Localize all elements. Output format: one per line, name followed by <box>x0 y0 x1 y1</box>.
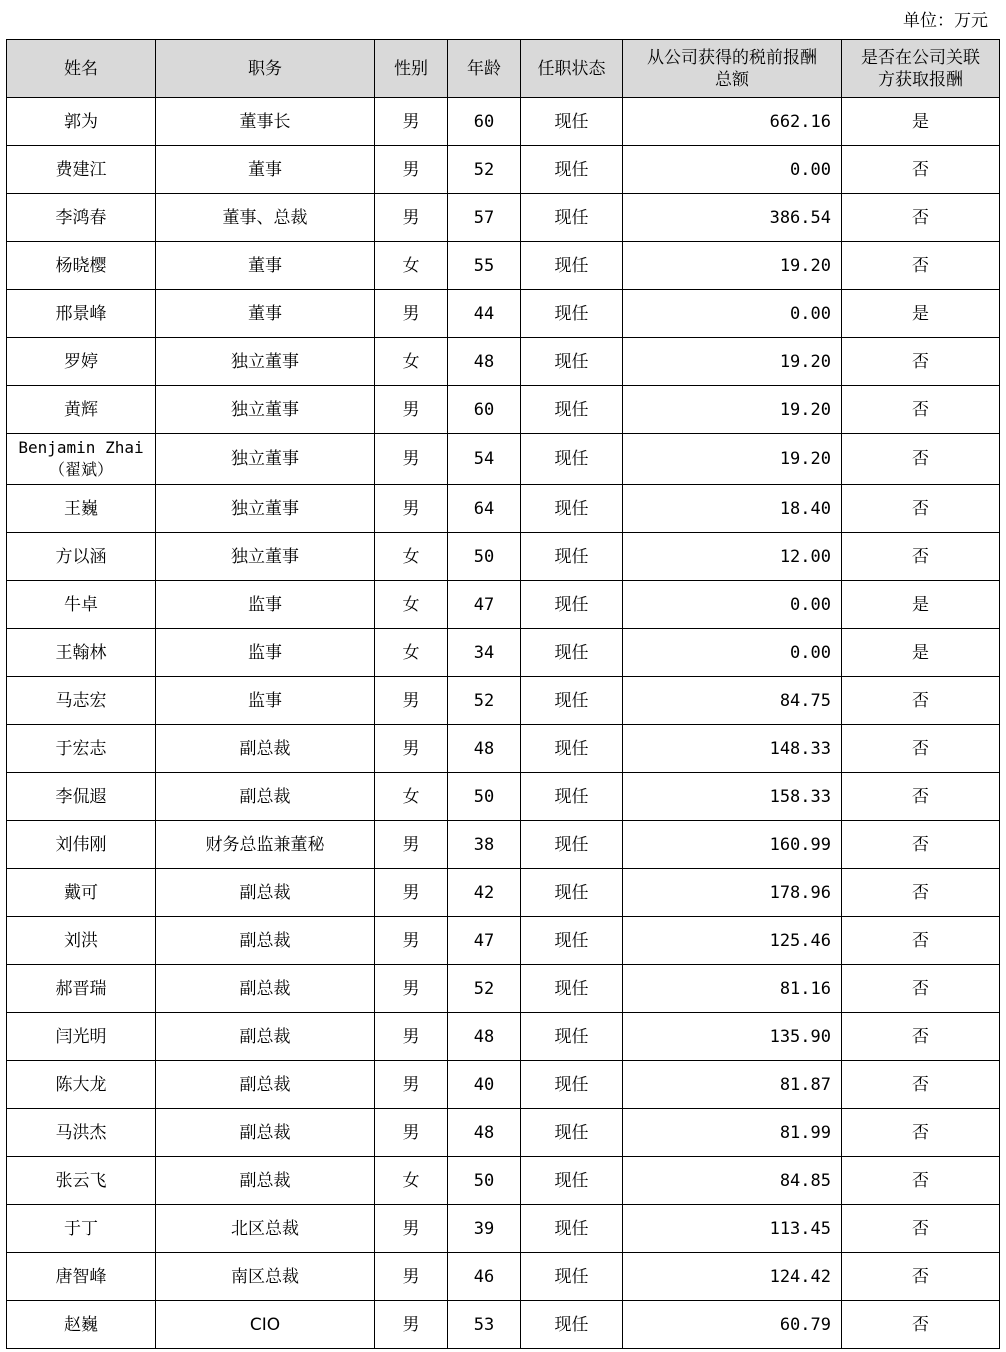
cell-status: 现任 <box>521 677 623 725</box>
cell-status: 现任 <box>521 485 623 533</box>
cell-age: 48 <box>448 1109 521 1157</box>
table-row <box>7 581 1000 629</box>
cell-age: 42 <box>448 869 521 917</box>
cell-related: 是 <box>842 629 1000 677</box>
cell-name: 郭为 <box>7 98 156 146</box>
cell-status: 现任 <box>521 1109 623 1157</box>
table-row <box>7 965 1000 1013</box>
cell-related: 否 <box>842 533 1000 581</box>
header-related-line1: 是否在公司关联 <box>861 47 980 68</box>
cell-pay: 113.45 <box>623 1205 842 1253</box>
cell-pay: 19.20 <box>623 386 842 434</box>
cell-age: 52 <box>448 677 521 725</box>
table-row <box>7 1013 1000 1061</box>
cell-gender: 男 <box>375 290 448 338</box>
cell-pay: 125.46 <box>623 917 842 965</box>
cell-pay: 0.00 <box>623 581 842 629</box>
header-pay <box>623 40 842 98</box>
cell-gender: 男 <box>375 725 448 773</box>
cell-position: 独立董事 <box>156 386 375 434</box>
table-body <box>7 98 1000 1349</box>
table-row <box>7 98 1000 146</box>
table-row <box>7 1205 1000 1253</box>
cell-related: 否 <box>842 1157 1000 1205</box>
cell-gender: 男 <box>375 965 448 1013</box>
cell-gender: 男 <box>375 98 448 146</box>
cell-pay: 148.33 <box>623 725 842 773</box>
cell-name: 刘伟刚 <box>7 821 156 869</box>
cell-gender: 男 <box>375 1205 448 1253</box>
cell-position: 副总裁 <box>156 725 375 773</box>
cell-status: 现任 <box>521 821 623 869</box>
cell-age: 47 <box>448 581 521 629</box>
header-position: 职务 <box>156 40 375 98</box>
cell-name: 于丁 <box>7 1205 156 1253</box>
cell-name: 王翰林 <box>7 629 156 677</box>
table-row <box>7 1301 1000 1349</box>
cell-age: 64 <box>448 485 521 533</box>
cell-position: 财务总监兼董秘 <box>156 821 375 869</box>
cell-position: 北区总裁 <box>156 1205 375 1253</box>
cell-status: 现任 <box>521 773 623 821</box>
cell-pay: 124.42 <box>623 1253 842 1301</box>
cell-status: 现任 <box>521 146 623 194</box>
cell-related: 否 <box>842 242 1000 290</box>
table-row <box>7 869 1000 917</box>
cell-gender: 女 <box>375 581 448 629</box>
cell-status: 现任 <box>521 725 623 773</box>
cell-age: 39 <box>448 1205 521 1253</box>
cell-name: 王巍 <box>7 485 156 533</box>
cell-status: 现任 <box>521 98 623 146</box>
table-row <box>7 917 1000 965</box>
cell-related: 否 <box>842 194 1000 242</box>
cell-gender: 男 <box>375 386 448 434</box>
cell-pay: 81.16 <box>623 965 842 1013</box>
header-status: 任职状态 <box>521 40 623 98</box>
cell-gender: 女 <box>375 242 448 290</box>
cell-name <box>7 434 156 485</box>
cell-status: 现任 <box>521 581 623 629</box>
cell-position: 副总裁 <box>156 1013 375 1061</box>
table-row <box>7 386 1000 434</box>
cell-gender: 女 <box>375 629 448 677</box>
cell-position: 独立董事 <box>156 485 375 533</box>
cell-position: 监事 <box>156 629 375 677</box>
cell-related: 否 <box>842 965 1000 1013</box>
cell-gender: 男 <box>375 869 448 917</box>
cell-age: 48 <box>448 1013 521 1061</box>
cell-name: 陈大龙 <box>7 1061 156 1109</box>
cell-position: 副总裁 <box>156 869 375 917</box>
cell-status: 现任 <box>521 1205 623 1253</box>
cell-position: 副总裁 <box>156 1061 375 1109</box>
table-row <box>7 434 1000 485</box>
cell-pay: 19.20 <box>623 242 842 290</box>
header-related-line2: 方获取报酬 <box>878 69 963 90</box>
cell-related: 否 <box>842 338 1000 386</box>
cell-gender: 男 <box>375 1013 448 1061</box>
header-related <box>842 40 1000 98</box>
cell-related: 是 <box>842 290 1000 338</box>
cell-age: 50 <box>448 1157 521 1205</box>
unit-label: 单位：万元 <box>903 11 988 31</box>
cell-related: 否 <box>842 1061 1000 1109</box>
cell-gender: 男 <box>375 485 448 533</box>
cell-age: 44 <box>448 290 521 338</box>
table-row <box>7 1061 1000 1109</box>
cell-related: 否 <box>842 1109 1000 1157</box>
header-gender: 性别 <box>375 40 448 98</box>
cell-name: 戴可 <box>7 869 156 917</box>
cell-position: 董事 <box>156 290 375 338</box>
cell-gender: 男 <box>375 677 448 725</box>
cell-name: 刘洪 <box>7 917 156 965</box>
cell-related: 否 <box>842 869 1000 917</box>
cell-pay: 178.96 <box>623 869 842 917</box>
header-pay-line1: 从公司获得的税前报酬 <box>647 47 817 68</box>
cell-related: 是 <box>842 581 1000 629</box>
cell-pay: 662.16 <box>623 98 842 146</box>
compensation-table <box>6 39 1000 1349</box>
cell-pay: 386.54 <box>623 194 842 242</box>
cell-status: 现任 <box>521 1157 623 1205</box>
cell-position: 董事、总裁 <box>156 194 375 242</box>
table-row <box>7 677 1000 725</box>
cell-age: 52 <box>448 146 521 194</box>
cell-status: 现任 <box>521 965 623 1013</box>
cell-gender: 男 <box>375 1301 448 1349</box>
table-row <box>7 725 1000 773</box>
table-row <box>7 1253 1000 1301</box>
cell-name: 马洪杰 <box>7 1109 156 1157</box>
cell-age: 46 <box>448 1253 521 1301</box>
cell-age: 54 <box>448 434 521 485</box>
header-pay-line2: 总额 <box>715 69 749 90</box>
cell-related: 是 <box>842 98 1000 146</box>
cell-pay: 158.33 <box>623 773 842 821</box>
cell-position: 监事 <box>156 677 375 725</box>
cell-position: 副总裁 <box>156 773 375 821</box>
cell-age: 40 <box>448 1061 521 1109</box>
cell-gender: 男 <box>375 1253 448 1301</box>
cell-position: 董事 <box>156 146 375 194</box>
cell-name: 杨晓樱 <box>7 242 156 290</box>
cell-pay: 19.20 <box>623 338 842 386</box>
cell-position: 副总裁 <box>156 917 375 965</box>
cell-status: 现任 <box>521 386 623 434</box>
cell-status: 现任 <box>521 533 623 581</box>
cell-related: 否 <box>842 725 1000 773</box>
cell-age: 53 <box>448 1301 521 1349</box>
cell-position: CIO <box>156 1301 375 1349</box>
cell-name: 邢景峰 <box>7 290 156 338</box>
cell-related: 否 <box>842 434 1000 485</box>
cell-pay: 18.40 <box>623 485 842 533</box>
cell-position: 副总裁 <box>156 965 375 1013</box>
cell-age: 50 <box>448 533 521 581</box>
cell-gender: 男 <box>375 821 448 869</box>
cell-age: 50 <box>448 773 521 821</box>
table-row <box>7 242 1000 290</box>
cell-name: 牛卓 <box>7 581 156 629</box>
table-header-row <box>7 40 1000 98</box>
cell-pay: 135.90 <box>623 1013 842 1061</box>
table-row <box>7 338 1000 386</box>
cell-name: 马志宏 <box>7 677 156 725</box>
cell-name: 罗婷 <box>7 338 156 386</box>
cell-status: 现任 <box>521 290 623 338</box>
table-row <box>7 773 1000 821</box>
cell-name: 李鸿春 <box>7 194 156 242</box>
cell-pay: 0.00 <box>623 290 842 338</box>
cell-age: 47 <box>448 917 521 965</box>
cell-status: 现任 <box>521 1253 623 1301</box>
table-row <box>7 821 1000 869</box>
cell-status: 现任 <box>521 629 623 677</box>
cell-related: 否 <box>842 485 1000 533</box>
cell-position: 监事 <box>156 581 375 629</box>
cell-related: 否 <box>842 386 1000 434</box>
cell-pay: 84.85 <box>623 1157 842 1205</box>
table-row <box>7 1157 1000 1205</box>
table-row <box>7 1109 1000 1157</box>
cell-name: 郝晋瑞 <box>7 965 156 1013</box>
table-row <box>7 629 1000 677</box>
table-row <box>7 146 1000 194</box>
cell-pay: 84.75 <box>623 677 842 725</box>
cell-age: 38 <box>448 821 521 869</box>
cell-pay: 60.79 <box>623 1301 842 1349</box>
table-row <box>7 290 1000 338</box>
cell-age: 48 <box>448 725 521 773</box>
cell-name-line2: （翟斌） <box>48 460 113 479</box>
cell-pay: 0.00 <box>623 629 842 677</box>
cell-related: 否 <box>842 917 1000 965</box>
cell-name: 黄辉 <box>7 386 156 434</box>
cell-gender: 男 <box>375 917 448 965</box>
cell-gender: 女 <box>375 533 448 581</box>
cell-related: 否 <box>842 821 1000 869</box>
cell-name: 于宏志 <box>7 725 156 773</box>
cell-gender: 男 <box>375 194 448 242</box>
cell-related: 否 <box>842 1013 1000 1061</box>
cell-status: 现任 <box>521 194 623 242</box>
cell-status: 现任 <box>521 434 623 485</box>
cell-related: 否 <box>842 1301 1000 1349</box>
cell-related: 否 <box>842 1205 1000 1253</box>
cell-position: 独立董事 <box>156 533 375 581</box>
cell-pay: 81.87 <box>623 1061 842 1109</box>
cell-name-line1: Benjamin Zhai <box>18 438 144 457</box>
cell-position: 董事长 <box>156 98 375 146</box>
cell-position: 独立董事 <box>156 338 375 386</box>
table-row <box>7 485 1000 533</box>
cell-gender: 女 <box>375 1157 448 1205</box>
cell-age: 60 <box>448 386 521 434</box>
cell-pay: 0.00 <box>623 146 842 194</box>
cell-pay: 12.00 <box>623 533 842 581</box>
cell-related: 否 <box>842 146 1000 194</box>
cell-age: 48 <box>448 338 521 386</box>
cell-pay: 19.20 <box>623 434 842 485</box>
cell-gender: 男 <box>375 1109 448 1157</box>
cell-gender: 男 <box>375 434 448 485</box>
cell-name: 方以涵 <box>7 533 156 581</box>
cell-name: 张云飞 <box>7 1157 156 1205</box>
cell-age: 55 <box>448 242 521 290</box>
cell-age: 52 <box>448 965 521 1013</box>
cell-status: 现任 <box>521 1013 623 1061</box>
cell-related: 否 <box>842 677 1000 725</box>
header-age: 年龄 <box>448 40 521 98</box>
cell-gender: 女 <box>375 338 448 386</box>
table-row <box>7 533 1000 581</box>
cell-pay: 160.99 <box>623 821 842 869</box>
cell-name: 李侃遐 <box>7 773 156 821</box>
cell-name: 费建江 <box>7 146 156 194</box>
cell-pay: 81.99 <box>623 1109 842 1157</box>
cell-name: 唐智峰 <box>7 1253 156 1301</box>
cell-status: 现任 <box>521 242 623 290</box>
cell-gender: 男 <box>375 1061 448 1109</box>
cell-name: 闫光明 <box>7 1013 156 1061</box>
cell-status: 现任 <box>521 338 623 386</box>
cell-position: 南区总裁 <box>156 1253 375 1301</box>
cell-gender: 女 <box>375 773 448 821</box>
cell-age: 34 <box>448 629 521 677</box>
header-name: 姓名 <box>7 40 156 98</box>
cell-status: 现任 <box>521 1061 623 1109</box>
cell-position: 副总裁 <box>156 1109 375 1157</box>
cell-position: 独立董事 <box>156 434 375 485</box>
cell-status: 现任 <box>521 1301 623 1349</box>
cell-status: 现任 <box>521 869 623 917</box>
cell-age: 60 <box>448 98 521 146</box>
cell-position: 董事 <box>156 242 375 290</box>
cell-related: 否 <box>842 1253 1000 1301</box>
table-row <box>7 194 1000 242</box>
cell-status: 现任 <box>521 917 623 965</box>
cell-age: 57 <box>448 194 521 242</box>
cell-gender: 男 <box>375 146 448 194</box>
cell-related: 否 <box>842 773 1000 821</box>
cell-position: 副总裁 <box>156 1157 375 1205</box>
cell-name: 赵巍 <box>7 1301 156 1349</box>
